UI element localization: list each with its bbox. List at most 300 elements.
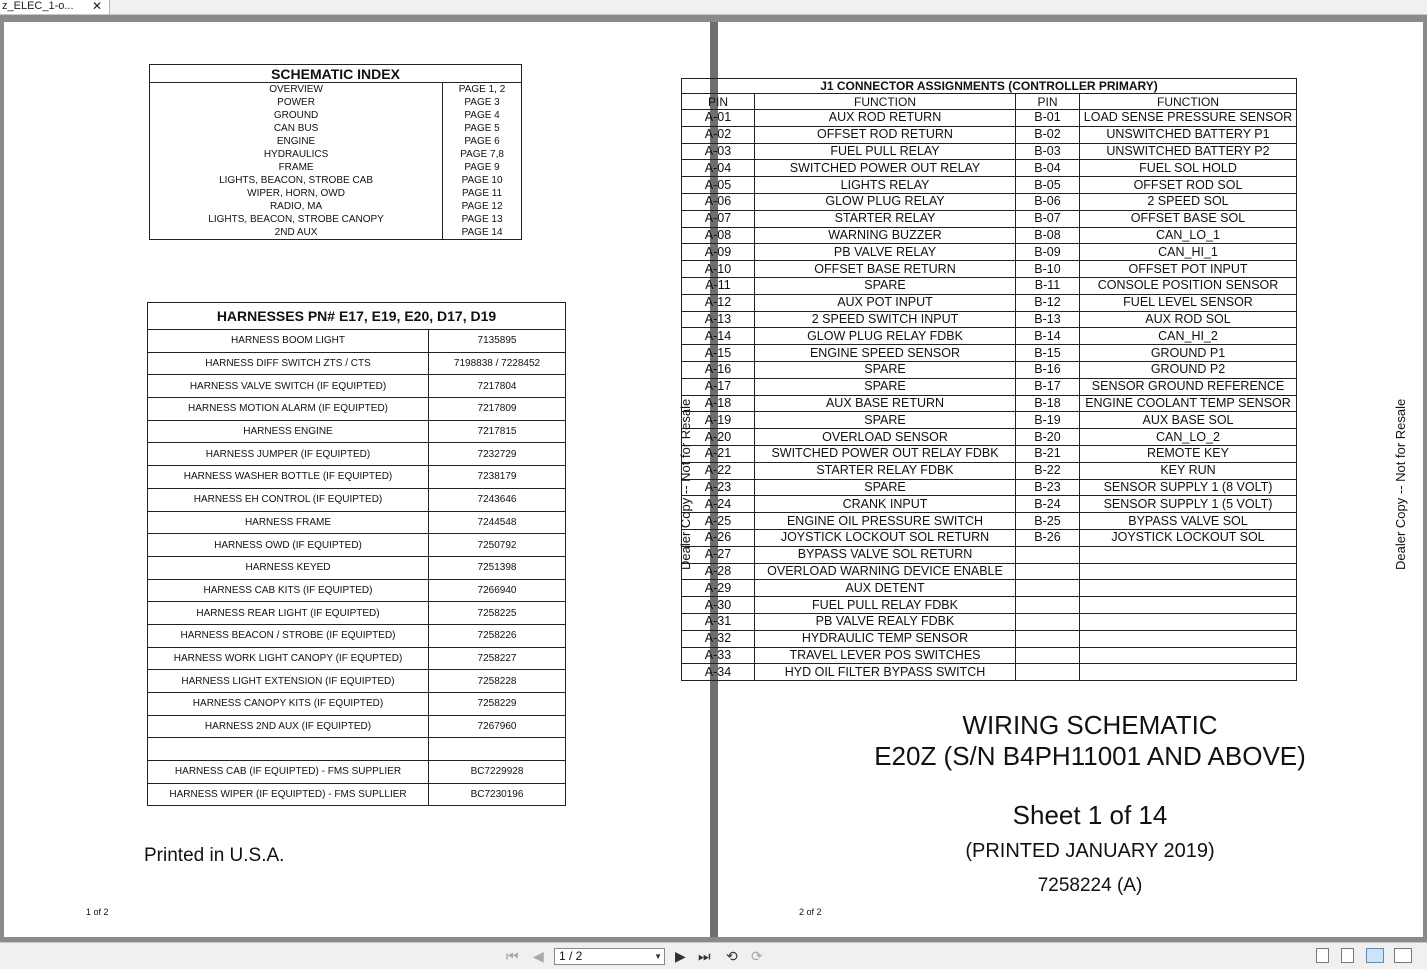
- table-row: [150, 148, 522, 161]
- function-a: LIGHTS RELAY: [755, 177, 1016, 194]
- pin-b: B-18: [1016, 395, 1080, 412]
- pin-b: B-06: [1016, 193, 1080, 210]
- function-a: GLOW PLUG RELAY: [755, 193, 1016, 210]
- pin-b: B-26: [1016, 529, 1080, 546]
- harness-part-number: 7258229: [429, 693, 566, 716]
- function-a: STARTER RELAY FDBK: [755, 462, 1016, 479]
- table-row: [148, 443, 566, 466]
- pin-b: [1016, 580, 1080, 597]
- function-b: [1080, 647, 1297, 664]
- pin-a: A-32: [682, 630, 755, 647]
- next-page-icon[interactable]: ▶: [675, 948, 686, 964]
- index-page: PAGE 14: [443, 226, 522, 240]
- table-row: [148, 579, 566, 602]
- tab-bar: [0, 0, 1427, 15]
- pin-a: A-09: [682, 244, 755, 261]
- function-b: BYPASS VALVE SOL: [1080, 513, 1297, 530]
- pin-a: A-05: [682, 177, 755, 194]
- index-section: OVERVIEW: [150, 83, 443, 97]
- function-b: ENGINE COOLANT TEMP SENSOR: [1080, 395, 1297, 412]
- table-row: [150, 174, 522, 187]
- table-row: [682, 630, 1297, 647]
- function-a: AUX ROD RETURN: [755, 110, 1016, 127]
- pin-a: A-06: [682, 193, 755, 210]
- pin-b: B-23: [1016, 479, 1080, 496]
- document-tab[interactable]: [0, 0, 110, 14]
- table-row: [682, 294, 1297, 311]
- table-row: [682, 529, 1297, 546]
- harness-part-number: 7232729: [429, 443, 566, 466]
- continuous-facing-view-icon[interactable]: [1394, 948, 1412, 963]
- table-row: [682, 210, 1297, 227]
- pin-b: [1016, 630, 1080, 647]
- table-row: [148, 420, 566, 443]
- pin-a: A-04: [682, 160, 755, 177]
- pin-a: A-02: [682, 126, 755, 143]
- harness-name: HARNESS MOTION ALARM (IF EQUIPTED): [148, 398, 429, 421]
- table-row: [150, 135, 522, 148]
- table-row: [150, 226, 522, 240]
- function-b: SENSOR GROUND REFERENCE: [1080, 378, 1297, 395]
- harness-part-number: 7258228: [429, 670, 566, 693]
- table-row: [682, 244, 1297, 261]
- function-a: FUEL PULL RELAY: [755, 143, 1016, 160]
- pin-a: A-13: [682, 311, 755, 328]
- page-number-1: 1 of 2: [86, 907, 109, 917]
- function-b: [1080, 563, 1297, 580]
- harness-part-number: 7217804: [429, 375, 566, 398]
- schematic-index-table: [149, 64, 522, 240]
- function-b: [1080, 597, 1297, 614]
- function-b: CAN_HI_1: [1080, 244, 1297, 261]
- function-a: SPARE: [755, 277, 1016, 294]
- index-page: PAGE 11: [443, 187, 522, 200]
- page-number-field-value: 1 / 2: [559, 949, 583, 963]
- pin-a: A-21: [682, 445, 755, 462]
- table-row: [148, 534, 566, 557]
- pin-a: A-16: [682, 361, 755, 378]
- pin-b: B-15: [1016, 345, 1080, 362]
- pin-b: B-24: [1016, 496, 1080, 513]
- harness-part-number: BC7229928: [429, 761, 566, 784]
- bottom-toolbar: [0, 942, 1427, 969]
- function-b: GROUND P2: [1080, 361, 1297, 378]
- pin-b: B-22: [1016, 462, 1080, 479]
- function-a: FUEL PULL RELAY FDBK: [755, 597, 1016, 614]
- table-row: [148, 511, 566, 534]
- table-row: [150, 122, 522, 135]
- harnesses-table: [147, 302, 566, 806]
- function-b: CAN_HI_2: [1080, 328, 1297, 345]
- index-page: PAGE 10: [443, 174, 522, 187]
- pin-b: B-19: [1016, 412, 1080, 429]
- page-number-field[interactable]: [554, 948, 665, 965]
- table-row: [682, 563, 1297, 580]
- harness-name: HARNESS CAB KITS (IF EQUIPTED): [148, 579, 429, 602]
- harness-part-number: 7251398: [429, 556, 566, 579]
- function-a: OFFSET ROD RETURN: [755, 126, 1016, 143]
- table-row: [148, 783, 566, 806]
- function-a: HYD OIL FILTER BYPASS SWITCH: [755, 664, 1016, 681]
- harness-part-number: 7198838 / 7228452: [429, 352, 566, 375]
- table-row: [682, 445, 1297, 462]
- harness-name: HARNESS FRAME: [148, 511, 429, 534]
- harness-name: HARNESS CAB (IF EQUIPTED) - FMS SUPPLIER: [148, 761, 429, 784]
- j1-header-function-a: FUNCTION: [755, 94, 1016, 110]
- table-row: [150, 187, 522, 200]
- back-view-icon[interactable]: ⟲: [726, 948, 738, 964]
- harness-name: HARNESS ENGINE: [148, 420, 429, 443]
- harness-part-number: 7267960: [429, 715, 566, 738]
- harness-name: HARNESS WIPER (IF EQUIPTED) - FMS SUPLLIER: [148, 783, 429, 806]
- function-a: WARNING BUZZER: [755, 227, 1016, 244]
- watermark-left: Dealer Copy -- Not for Resale: [678, 398, 693, 570]
- function-a: PB VALVE REALY FDBK: [755, 613, 1016, 630]
- index-section: POWER: [150, 96, 443, 109]
- document-part-number: 7258224 (A): [1037, 875, 1143, 896]
- chevron-down-icon[interactable]: ▼: [654, 952, 662, 961]
- pin-a: A-17: [682, 378, 755, 395]
- table-row: [150, 96, 522, 109]
- table-row: [682, 429, 1297, 446]
- index-section: WIPER, HORN, OWD: [150, 187, 443, 200]
- pin-b: [1016, 563, 1080, 580]
- index-page: PAGE 7,8: [443, 148, 522, 161]
- pin-a: A-28: [682, 563, 755, 580]
- watermark-right: Dealer Copy -- Not for Resale: [1393, 398, 1408, 570]
- title-block: [860, 710, 1320, 898]
- index-page: PAGE 5: [443, 122, 522, 135]
- pin-a: A-25: [682, 513, 755, 530]
- function-a: CRANK INPUT: [755, 496, 1016, 513]
- table-row: [682, 160, 1297, 177]
- table-row: [682, 496, 1297, 513]
- function-a: ENGINE OIL PRESSURE SWITCH: [755, 513, 1016, 530]
- sheet-number: Sheet 1 of 14: [1012, 800, 1168, 830]
- table-row: [148, 398, 566, 421]
- function-b: [1080, 664, 1297, 681]
- harness-part-number: 7258227: [429, 647, 566, 670]
- j1-connector-table: [681, 78, 1297, 681]
- function-a: SWITCHED POWER OUT RELAY FDBK: [755, 445, 1016, 462]
- harness-part-number: 7217809: [429, 398, 566, 421]
- single-page-view-icon[interactable]: [1316, 948, 1329, 963]
- table-row: [682, 546, 1297, 563]
- harness-name: HARNESS CANOPY KITS (IF EQUIPTED): [148, 693, 429, 716]
- table-row: [682, 395, 1297, 412]
- table-row: [682, 143, 1297, 160]
- previous-page-icon[interactable]: ◀: [533, 948, 544, 964]
- table-row: [148, 330, 566, 353]
- function-a: SPARE: [755, 412, 1016, 429]
- forward-view-icon[interactable]: ⟳: [751, 948, 763, 964]
- pin-b: [1016, 664, 1080, 681]
- pin-a: A-30: [682, 597, 755, 614]
- index-section: LIGHTS, BEACON, STROBE CANOPY: [150, 213, 443, 226]
- pin-a: A-23: [682, 479, 755, 496]
- function-a: OVERLOAD WARNING DEVICE ENABLE: [755, 563, 1016, 580]
- index-page: PAGE 1, 2: [443, 83, 522, 97]
- function-b: UNSWITCHED BATTERY P1: [1080, 126, 1297, 143]
- function-b: [1080, 580, 1297, 597]
- table-row: [682, 479, 1297, 496]
- harness-name: HARNESS DIFF SWITCH ZTS / CTS: [148, 352, 429, 375]
- pin-a: A-03: [682, 143, 755, 160]
- pin-a: A-33: [682, 647, 755, 664]
- pin-b: B-21: [1016, 445, 1080, 462]
- last-page-icon[interactable]: ⏭: [698, 948, 711, 964]
- pin-a: A-34: [682, 664, 755, 681]
- function-b: CAN_LO_1: [1080, 227, 1297, 244]
- title-line-1: WIRING SCHEMATIC: [962, 710, 1218, 740]
- harness-name: HARNESS BEACON / STROBE (IF EQUIPTED): [148, 624, 429, 647]
- function-a: SPARE: [755, 378, 1016, 395]
- pin-b: [1016, 647, 1080, 664]
- index-section: CAN BUS: [150, 122, 443, 135]
- pin-b: B-20: [1016, 429, 1080, 446]
- pin-a: A-27: [682, 546, 755, 563]
- page-number-2: 2 of 2: [799, 907, 822, 917]
- continuous-view-icon[interactable]: [1341, 948, 1354, 963]
- table-row: [682, 345, 1297, 362]
- function-b: CAN_LO_2: [1080, 429, 1297, 446]
- table-row: [682, 311, 1297, 328]
- pin-b: B-17: [1016, 378, 1080, 395]
- table-row: [682, 513, 1297, 530]
- document-tab-title: z_ELEC_1-o...: [2, 0, 74, 12]
- function-b: REMOTE KEY: [1080, 445, 1297, 462]
- function-b: OFFSET POT INPUT: [1080, 261, 1297, 278]
- table-row: [150, 83, 522, 97]
- table-row: [682, 462, 1297, 479]
- pin-b: B-12: [1016, 294, 1080, 311]
- pin-b: B-10: [1016, 261, 1080, 278]
- index-section: GROUND: [150, 109, 443, 122]
- harness-part-number: 7238179: [429, 466, 566, 489]
- pin-a: A-18: [682, 395, 755, 412]
- table-row: [682, 597, 1297, 614]
- pin-b: B-08: [1016, 227, 1080, 244]
- pin-b: B-11: [1016, 277, 1080, 294]
- table-row: [682, 361, 1297, 378]
- document-viewer[interactable]: [0, 15, 1427, 942]
- function-a: SPARE: [755, 479, 1016, 496]
- table-row: [148, 352, 566, 375]
- pin-a: A-22: [682, 462, 755, 479]
- pin-b: B-09: [1016, 244, 1080, 261]
- table-row: [148, 647, 566, 670]
- table-row: [150, 109, 522, 122]
- function-b: FUEL SOL HOLD: [1080, 160, 1297, 177]
- function-a: ENGINE SPEED SENSOR: [755, 345, 1016, 362]
- harness-part-number: 7217815: [429, 420, 566, 443]
- harness-name: HARNESS JUMPER (IF EQUIPTED): [148, 443, 429, 466]
- schematic-index-title: SCHEMATIC INDEX: [150, 65, 522, 83]
- function-a: GLOW PLUG RELAY FDBK: [755, 328, 1016, 345]
- pin-a: A-12: [682, 294, 755, 311]
- harness-part-number: 7243646: [429, 488, 566, 511]
- function-b: SENSOR SUPPLY 1 (8 VOLT): [1080, 479, 1297, 496]
- table-row: [148, 375, 566, 398]
- pin-a: A-07: [682, 210, 755, 227]
- index-page: PAGE 9: [443, 161, 522, 174]
- pin-b: B-07: [1016, 210, 1080, 227]
- index-section: HYDRAULICS: [150, 148, 443, 161]
- harness-part-number: 7258225: [429, 602, 566, 625]
- function-a: BYPASS VALVE SOL RETURN: [755, 546, 1016, 563]
- pin-b: [1016, 597, 1080, 614]
- pin-a: A-01: [682, 110, 755, 127]
- table-row: [682, 412, 1297, 429]
- pin-a: A-20: [682, 429, 755, 446]
- pin-b: [1016, 546, 1080, 563]
- table-row: [150, 200, 522, 213]
- function-b: UNSWITCHED BATTERY P2: [1080, 143, 1297, 160]
- j1-header-pin-b: PIN: [1016, 94, 1080, 110]
- pin-b: B-13: [1016, 311, 1080, 328]
- function-a: SPARE: [755, 361, 1016, 378]
- function-a: TRAVEL LEVER POS SWITCHES: [755, 647, 1016, 664]
- table-row: [148, 738, 566, 761]
- harness-part-number: 7250792: [429, 534, 566, 557]
- harnesses-title: HARNESSES PN# E17, E19, E20, D17, D19: [148, 303, 566, 330]
- function-a: 2 SPEED SWITCH INPUT: [755, 311, 1016, 328]
- table-row: [682, 193, 1297, 210]
- harness-name: HARNESS 2ND AUX (IF EQUIPTED): [148, 715, 429, 738]
- title-line-2: E20Z (S/N B4PH11001 AND ABOVE): [874, 741, 1306, 771]
- function-a: SWITCHED POWER OUT RELAY: [755, 160, 1016, 177]
- table-row: [148, 715, 566, 738]
- table-row: [682, 613, 1297, 630]
- table-row: [682, 277, 1297, 294]
- harness-part-number: 7135895: [429, 330, 566, 353]
- harness-part-number: BC7230196: [429, 783, 566, 806]
- pin-b: B-02: [1016, 126, 1080, 143]
- function-a: STARTER RELAY: [755, 210, 1016, 227]
- table-row: [682, 126, 1297, 143]
- pin-a: A-26: [682, 529, 755, 546]
- index-section: ENGINE: [150, 135, 443, 148]
- table-row: [148, 693, 566, 716]
- pin-a: A-29: [682, 580, 755, 597]
- table-row: [682, 328, 1297, 345]
- function-a: PB VALVE RELAY: [755, 244, 1016, 261]
- function-b: AUX BASE SOL: [1080, 412, 1297, 429]
- table-row: [148, 556, 566, 579]
- table-row: [682, 177, 1297, 194]
- harness-part-number: 7258226: [429, 624, 566, 647]
- index-section: FRAME: [150, 161, 443, 174]
- function-b: [1080, 546, 1297, 563]
- printed-in-usa: Printed in U.S.A.: [144, 845, 285, 866]
- function-a: HYDRAULIC TEMP SENSOR: [755, 630, 1016, 647]
- pin-a: A-15: [682, 345, 755, 362]
- function-b: JOYSTICK LOCKOUT SOL: [1080, 529, 1297, 546]
- pin-b: B-14: [1016, 328, 1080, 345]
- function-b: CONSOLE POSITION SENSOR: [1080, 277, 1297, 294]
- table-row: [682, 664, 1297, 681]
- pin-b: B-25: [1016, 513, 1080, 530]
- index-page: PAGE 13: [443, 213, 522, 226]
- table-row: [148, 488, 566, 511]
- first-page-icon[interactable]: ⏮: [506, 948, 519, 964]
- harness-name: HARNESS WASHER BOTTLE (IF EQUIPTED): [148, 466, 429, 489]
- harness-part-number: [429, 738, 566, 761]
- function-b: OFFSET BASE SOL: [1080, 210, 1297, 227]
- table-row: [682, 580, 1297, 597]
- printed-date: (PRINTED JANUARY 2019): [965, 840, 1215, 862]
- table-row: [148, 466, 566, 489]
- j1-table-title: J1 CONNECTOR ASSIGNMENTS (CONTROLLER PRIMARY): [682, 79, 1297, 94]
- harness-name: HARNESS REAR LIGHT (IF EQUIPTED): [148, 602, 429, 625]
- harness-part-number: 7266940: [429, 579, 566, 602]
- harness-part-number: 7244548: [429, 511, 566, 534]
- harness-name: HARNESS KEYED: [148, 556, 429, 579]
- function-a: OVERLOAD SENSOR: [755, 429, 1016, 446]
- index-page: PAGE 3: [443, 96, 522, 109]
- function-b: LOAD SENSE PRESSURE SENSOR: [1080, 110, 1297, 127]
- table-row: [148, 602, 566, 625]
- pin-b: B-16: [1016, 361, 1080, 378]
- index-section: RADIO, MA: [150, 200, 443, 213]
- function-b: AUX ROD SOL: [1080, 311, 1297, 328]
- harness-name: HARNESS OWD (IF EQUIPTED): [148, 534, 429, 557]
- pin-b: B-05: [1016, 177, 1080, 194]
- pin-b: B-03: [1016, 143, 1080, 160]
- table-row: [150, 213, 522, 226]
- function-b: OFFSET ROD SOL: [1080, 177, 1297, 194]
- table-row: [148, 761, 566, 784]
- pin-b: B-04: [1016, 160, 1080, 177]
- pin-a: A-08: [682, 227, 755, 244]
- j1-header-function-b: FUNCTION: [1080, 94, 1297, 110]
- index-page: PAGE 6: [443, 135, 522, 148]
- table-row: [148, 670, 566, 693]
- function-b: GROUND P1: [1080, 345, 1297, 362]
- pin-b: B-01: [1016, 110, 1080, 127]
- index-section: 2ND AUX: [150, 226, 443, 240]
- pin-b: [1016, 613, 1080, 630]
- function-a: AUX BASE RETURN: [755, 395, 1016, 412]
- facing-pages-view-icon[interactable]: [1366, 948, 1384, 963]
- table-row: [682, 261, 1297, 278]
- pin-a: A-11: [682, 277, 755, 294]
- function-a: OFFSET BASE RETURN: [755, 261, 1016, 278]
- index-section: LIGHTS, BEACON, STROBE CAB: [150, 174, 443, 187]
- pin-a: A-31: [682, 613, 755, 630]
- function-b: FUEL LEVEL SENSOR: [1080, 294, 1297, 311]
- pin-a: A-14: [682, 328, 755, 345]
- pin-a: A-24: [682, 496, 755, 513]
- pin-a: A-10: [682, 261, 755, 278]
- pin-a: A-19: [682, 412, 755, 429]
- function-b: KEY RUN: [1080, 462, 1297, 479]
- function-b: [1080, 630, 1297, 647]
- function-a: AUX POT INPUT: [755, 294, 1016, 311]
- function-a: JOYSTICK LOCKOUT SOL RETURN: [755, 529, 1016, 546]
- table-row: [148, 624, 566, 647]
- table-row: [682, 227, 1297, 244]
- index-page: PAGE 4: [443, 109, 522, 122]
- table-row: [150, 161, 522, 174]
- harness-name: HARNESS LIGHT EXTENSION (IF EQUIPTED): [148, 670, 429, 693]
- harness-name: HARNESS WORK LIGHT CANOPY (IF EQUPTED): [148, 647, 429, 670]
- close-icon[interactable]: ✕: [92, 0, 103, 13]
- function-b: [1080, 613, 1297, 630]
- harness-name: HARNESS BOOM LIGHT: [148, 330, 429, 353]
- table-row: [682, 647, 1297, 664]
- table-row: [682, 110, 1297, 127]
